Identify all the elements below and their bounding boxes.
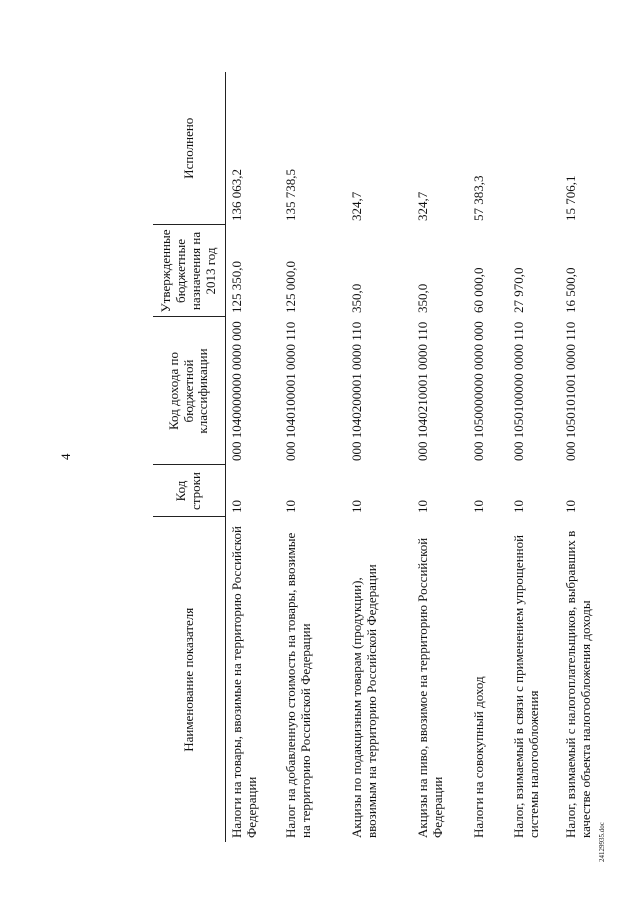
cell-line-code: 10 bbox=[283, 500, 298, 513]
cell-line-code: 10 bbox=[415, 500, 430, 513]
header-budget-code: Код дохода по бюджетной классификации bbox=[153, 317, 226, 465]
cell-line-code: 10 bbox=[229, 500, 244, 513]
cell-executed: 57 383,3 bbox=[471, 175, 486, 221]
table-row bbox=[508, 72, 560, 842]
header-executed: Исполнено bbox=[153, 72, 226, 225]
cell-approved: 125 000,0 bbox=[283, 261, 298, 313]
document-id: 24129935.doc bbox=[598, 822, 606, 862]
budget-table-wrapper bbox=[153, 72, 608, 842]
cell-approved: 60 000,0 bbox=[471, 267, 486, 313]
cell-executed: 15 706,1 bbox=[563, 175, 578, 221]
cell-line-code: 10 bbox=[349, 500, 364, 513]
cell-line-code: 10 bbox=[471, 500, 486, 513]
cell-name: Акцизы по подакцизным товарам (продукции), ввозимым на территорию Российской Федерации bbox=[349, 564, 379, 838]
table-row bbox=[468, 72, 508, 842]
cell-approved: 350,0 bbox=[415, 283, 430, 313]
cell-name: Налоги на совокупный доход bbox=[471, 676, 486, 838]
cell-approved: 27 970,0 bbox=[511, 267, 526, 313]
budget-execution-table bbox=[153, 72, 624, 842]
cell-budget-code: 000 1050000000 0000 000 bbox=[471, 321, 486, 461]
cell-name: Акцизы на пиво, ввозимое на территорию Российской Федерации bbox=[415, 537, 445, 838]
table-row bbox=[346, 72, 412, 842]
header-name: Наименование показателя bbox=[153, 517, 226, 842]
header-line-code: Код строки bbox=[153, 465, 226, 517]
cell-executed bbox=[508, 72, 560, 225]
cell-budget-code: 000 1040000000 0000 000 bbox=[229, 321, 244, 461]
cell-budget-code: 000 1050101001 0000 110 bbox=[563, 321, 578, 461]
table-body bbox=[226, 72, 625, 842]
table-header bbox=[153, 72, 226, 842]
cell-name: Налог, взимаемый с налогоплательщиков, выбравших в качестве объекта налогообложения доходы bbox=[563, 530, 593, 838]
cell-budget-code: 000 1040200001 0000 110 bbox=[349, 321, 364, 461]
cell-line-code: 10 bbox=[511, 500, 526, 513]
cell-budget-code: 000 1040100001 0000 110 bbox=[283, 321, 298, 461]
header-approved: Утвержденные бюджетные назначения на 2013 год bbox=[153, 225, 226, 317]
table-row bbox=[280, 72, 346, 842]
cell-name: Налог на добавленную стоимость на товары, ввозимые на территорию Российской Федерации bbox=[283, 532, 313, 838]
table-row bbox=[412, 72, 468, 842]
cell-executed: 135 738,5 bbox=[283, 169, 298, 221]
cell-approved: 125 350,0 bbox=[229, 261, 244, 313]
cell-name: Налог, взимаемый в связи с применением упрощенной системы налогообложения bbox=[511, 534, 541, 838]
cell-budget-code: 000 1040210001 0000 110 bbox=[415, 321, 430, 461]
cell-executed: 324,7 bbox=[415, 191, 430, 221]
cell-executed: 136 063,2 bbox=[229, 169, 244, 221]
cell-name: Налоги на товары, ввозимые на территорию Российской Федерации bbox=[229, 526, 259, 838]
cell-budget-code: 000 1050100000 0000 110 bbox=[511, 321, 526, 461]
cell-executed: 324,7 bbox=[349, 191, 364, 221]
cell-approved: 350,0 bbox=[349, 283, 364, 313]
cell-approved: 16 500,0 bbox=[563, 267, 578, 313]
table-row bbox=[560, 72, 624, 842]
cell-line-code: 10 bbox=[563, 500, 578, 513]
page-number: 4 bbox=[58, 453, 73, 460]
table-row bbox=[226, 72, 281, 842]
